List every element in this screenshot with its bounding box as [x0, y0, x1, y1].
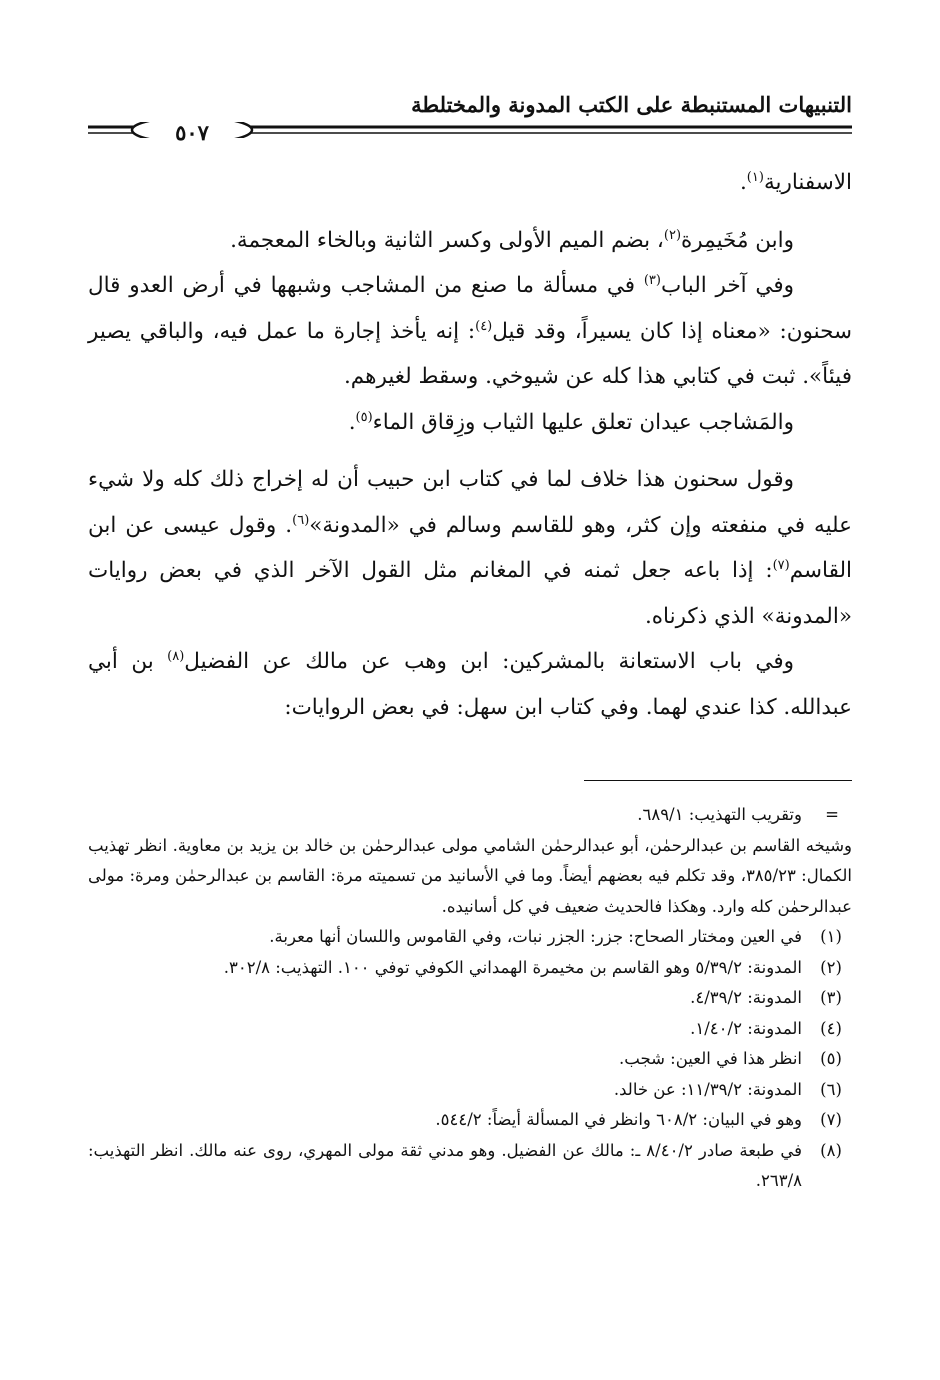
text-run: وفي باب الاستعانة بالمشركين: ابن وهب عن مالك عن الفضيل	[184, 649, 794, 674]
footnote-ref: (١)	[746, 169, 764, 185]
footnote-text: المدونة: ٤/٣٩/٢.	[690, 988, 802, 1007]
footnote-7	[88, 1105, 852, 1136]
footnote-8	[88, 1136, 852, 1197]
text-run: وفي آخر الباب	[660, 273, 794, 298]
footnote-number: (٦)	[820, 1079, 842, 1099]
footnote-number: (٣)	[820, 988, 842, 1007]
text-run: . وقول عيسى عن ابن القاسم	[88, 512, 852, 583]
footnote-ref: (٣)	[643, 272, 661, 288]
footnote-list	[88, 922, 852, 1197]
page-number: ٥٠٧	[175, 120, 209, 145]
footnotes	[88, 800, 852, 1197]
text-run: .	[739, 170, 747, 195]
text-run: وابن مُخَيمِرة	[681, 227, 794, 253]
footnote-text: وهو في البيان: ٦٠٨/٢ وانظر في المسألة أيضاً: ٥٤٤/٢.	[435, 1110, 802, 1129]
continuation-first-line: وتقريب التهذيب: ٦٨٩/١.	[637, 805, 802, 824]
footnote-text: المدونة: ١١/٣٩/٢: عن خالد.	[613, 1079, 802, 1099]
paragraph-1	[88, 160, 852, 206]
continuation-mark: =	[825, 805, 839, 824]
footnote-number: (٨)	[820, 1140, 842, 1160]
footnote-2	[88, 953, 852, 984]
text-run: .	[348, 409, 356, 435]
footnote-ref: (٤)	[475, 318, 493, 334]
footnote-ref: (٢)	[663, 227, 682, 243]
footnote-ref: (٧)	[772, 557, 790, 573]
footnote-5	[88, 1044, 852, 1075]
page-header	[88, 92, 852, 145]
footnote-ref: (٥)	[355, 409, 373, 425]
footnote-separator	[584, 780, 852, 781]
main-text	[88, 160, 852, 730]
text-run: في مسألة ما صنع من المشاجب وشبهها في أرض العدو قال سحنون: «معناه إذا كان يسيراً، وقد قيل	[88, 273, 853, 344]
footnote-number: (٢)	[820, 957, 842, 977]
text-run: : إذا باعه جعل ثمنه في المغانم مثل القول الآخر الذي في بعض روايات «المدونة» الذي ذكرناه.	[88, 558, 852, 629]
text-run: بن أبي عبدالله. كذا عندي لهما. وفي كتاب ابن سهل: في بعض الروايات:	[88, 649, 852, 720]
footnote-text: المدونة: ٥/٣٩/٢ وهو القاسم بن مخيمرة الهمداني الكوفي توفي ١٠٠. التهذيب: ٣٠٢/٨.	[223, 957, 802, 977]
text-run: والمَشاجب عيدان تعلق عليها الثياب وزِقاق الماء	[372, 409, 794, 435]
paragraph-3	[88, 263, 852, 400]
text-run: : إنه يأخذ إجارة ما عمل فيه، والباقي يصير فيئاً». ثبت في كتابي هذا كله عن شيوخي. وسقط لغيرهم.	[88, 318, 852, 389]
footnote-3	[88, 983, 852, 1014]
footnote-text: المدونة: ١/٤٠/٢.	[690, 1018, 802, 1038]
footnote-text: في طبعة صادر ٨/٤٠/٢ ـ: مالك عن الفضيل. وهو مدني ثقة مولى المهري، روى عنه مالك. انظر التهذيب: ٢٦٣/٨.	[88, 1140, 802, 1190]
footnote-text: انظر هذا في العين: شجب.	[619, 1049, 802, 1068]
paragraph-2	[88, 218, 852, 264]
running-title: التنبيهات المستنبطة على الكتب المدونة والمختلطة	[411, 92, 852, 117]
footnote-number: (٥)	[820, 1049, 842, 1068]
footnote-1	[88, 922, 852, 953]
paragraph-4	[88, 400, 852, 446]
footnote-continuation	[88, 800, 852, 831]
paragraph-5	[88, 457, 852, 639]
footnote-ref: (٨)	[167, 648, 185, 664]
footnote-number: (٧)	[820, 1110, 842, 1129]
footnote-ref: (٦)	[292, 512, 310, 528]
footnote-6	[88, 1075, 852, 1106]
footnote-number: (١)	[820, 927, 842, 946]
text-run: ، بضم الميم الأولى وكسر الثانية وبالخاء المعجمة.	[230, 227, 664, 253]
text-run: الاسفنارية	[763, 170, 852, 195]
text-run: وقول سحنون هذا خلاف لما في كتاب ابن حبيب أن له إخراج ذلك كله ولا شيء عليه في منفعته وإن كثر، وهو للقاسم وسالم في «المدونة»	[88, 467, 853, 538]
footnote-number: (٤)	[820, 1018, 842, 1038]
footnote-text: في العين ومختار الصحاح: جزر: الجزر نبات، وفي القاموس واللسان أنها معربة.	[269, 927, 802, 946]
paragraph-6	[88, 639, 852, 730]
footnote-4	[88, 1014, 852, 1045]
continuation-text: وشيخه القاسم بن عبدالرحمٰن، أبو عبدالرحمٰن الشامي مولى عبدالرحمٰن بن خالد بن يزيد بن معاوية. انظر تهذيب الكمال: ٣٨٥/٢٣، وقد تكلم فيه بعضهم أيضاً. وما في الأسانيد من تسميته مرة: القاسم بن عبدالرحمٰن ومرة: مولى عبدالرحمٰن كله وارد. وهكذا فالحديث ضعيف في كل أسانيده.	[88, 835, 852, 916]
